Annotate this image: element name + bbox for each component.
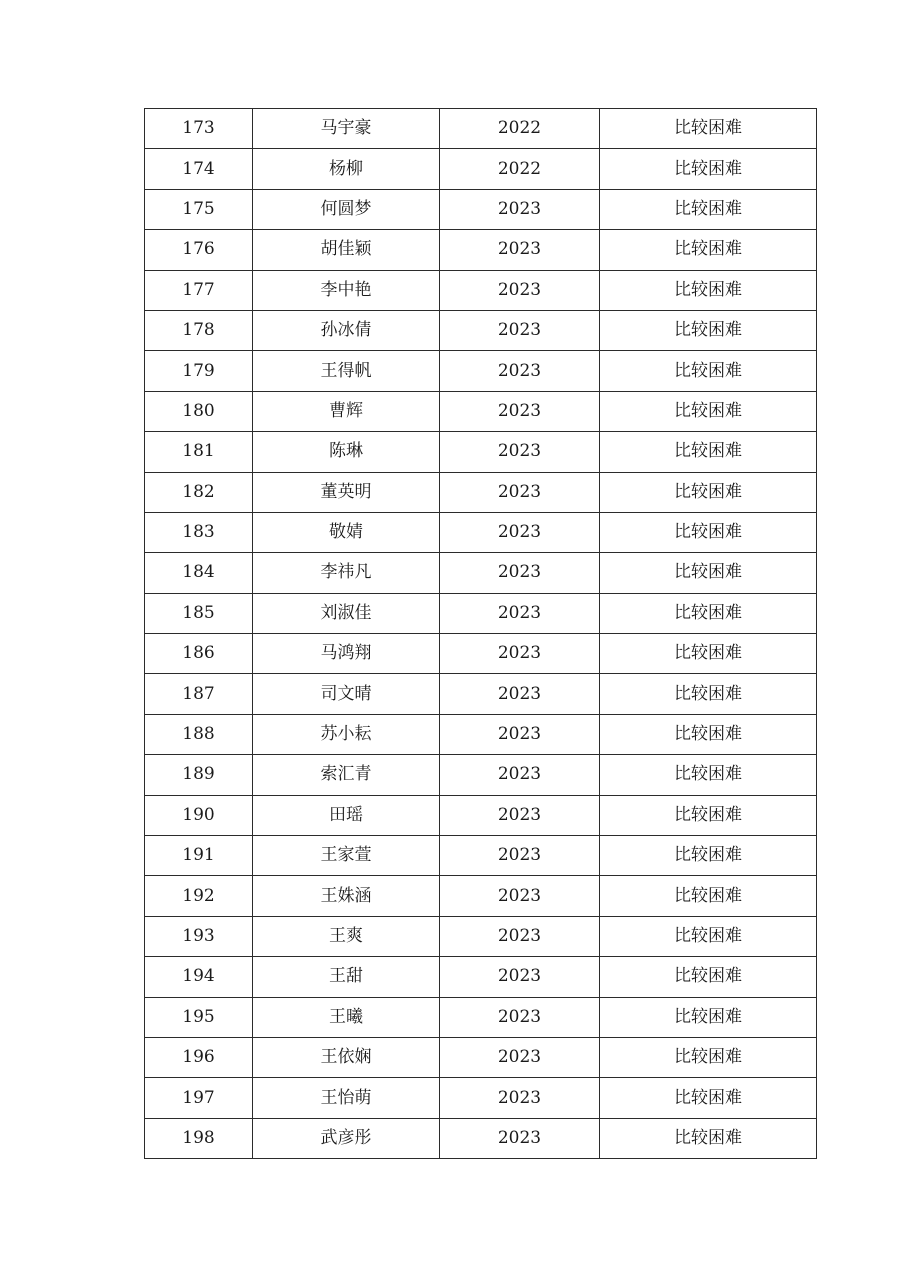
difficulty-level: 比较困难 [600, 310, 817, 350]
student-name: 武彦彤 [253, 1118, 440, 1158]
row-number: 195 [145, 997, 253, 1037]
grade-year: 2023 [440, 472, 600, 512]
student-name: 王依娴 [253, 1037, 440, 1077]
student-name: 李祎凡 [253, 553, 440, 593]
student-difficulty-table [144, 108, 817, 1159]
row-number: 197 [145, 1078, 253, 1118]
row-number: 189 [145, 755, 253, 795]
grade-year: 2023 [440, 876, 600, 916]
table-row [145, 755, 817, 795]
difficulty-level: 比较困难 [600, 1078, 817, 1118]
table-row [145, 916, 817, 956]
row-number: 193 [145, 916, 253, 956]
student-name: 刘淑佳 [253, 593, 440, 633]
student-name: 马宇豪 [253, 109, 440, 149]
grade-year: 2023 [440, 634, 600, 674]
table-row [145, 634, 817, 674]
grade-year: 2023 [440, 310, 600, 350]
student-name: 索汇青 [253, 755, 440, 795]
student-name: 王曦 [253, 997, 440, 1037]
row-number: 173 [145, 109, 253, 149]
difficulty-level: 比较困难 [600, 714, 817, 754]
grade-year: 2023 [440, 836, 600, 876]
student-name: 苏小耘 [253, 714, 440, 754]
table-row [145, 674, 817, 714]
student-name: 王姝涵 [253, 876, 440, 916]
student-name: 李中艳 [253, 270, 440, 310]
difficulty-level: 比较困难 [600, 795, 817, 835]
row-number: 179 [145, 351, 253, 391]
table-row [145, 149, 817, 189]
grade-year: 2022 [440, 109, 600, 149]
student-name: 王怡萌 [253, 1078, 440, 1118]
difficulty-level: 比较困难 [600, 755, 817, 795]
student-name: 胡佳颖 [253, 230, 440, 270]
table-row [145, 795, 817, 835]
grade-year: 2023 [440, 674, 600, 714]
difficulty-level: 比较困难 [600, 674, 817, 714]
grade-year: 2023 [440, 270, 600, 310]
row-number: 185 [145, 593, 253, 633]
row-number: 182 [145, 472, 253, 512]
table-row [145, 512, 817, 552]
row-number: 198 [145, 1118, 253, 1158]
difficulty-level: 比较困难 [600, 1118, 817, 1158]
grade-year: 2023 [440, 230, 600, 270]
grade-year: 2023 [440, 997, 600, 1037]
table-row [145, 109, 817, 149]
table-row [145, 391, 817, 431]
table-row [145, 1037, 817, 1077]
grade-year: 2023 [440, 391, 600, 431]
row-number: 183 [145, 512, 253, 552]
difficulty-level: 比较困难 [600, 432, 817, 472]
difficulty-level: 比较困难 [600, 997, 817, 1037]
table-row [145, 836, 817, 876]
student-name: 曹辉 [253, 391, 440, 431]
grade-year: 2023 [440, 1078, 600, 1118]
student-name: 敬婧 [253, 512, 440, 552]
grade-year: 2023 [440, 351, 600, 391]
difficulty-level: 比较困难 [600, 957, 817, 997]
grade-year: 2023 [440, 432, 600, 472]
row-number: 176 [145, 230, 253, 270]
grade-year: 2023 [440, 1118, 600, 1158]
difficulty-level: 比较困难 [600, 1037, 817, 1077]
student-name: 田瑶 [253, 795, 440, 835]
table-row [145, 351, 817, 391]
table-row [145, 876, 817, 916]
grade-year: 2023 [440, 714, 600, 754]
row-number: 180 [145, 391, 253, 431]
difficulty-level: 比较困难 [600, 270, 817, 310]
row-number: 188 [145, 714, 253, 754]
difficulty-level: 比较困难 [600, 553, 817, 593]
grade-year: 2023 [440, 593, 600, 633]
row-number: 181 [145, 432, 253, 472]
grade-year: 2023 [440, 553, 600, 593]
difficulty-level: 比较困难 [600, 836, 817, 876]
row-number: 190 [145, 795, 253, 835]
difficulty-level: 比较困难 [600, 472, 817, 512]
grade-year: 2023 [440, 916, 600, 956]
table-row [145, 957, 817, 997]
student-name: 马鸿翔 [253, 634, 440, 674]
grade-year: 2023 [440, 1037, 600, 1077]
table-row [145, 472, 817, 512]
row-number: 184 [145, 553, 253, 593]
row-number: 191 [145, 836, 253, 876]
table-row [145, 997, 817, 1037]
student-name: 孙冰倩 [253, 310, 440, 350]
student-name: 董英明 [253, 472, 440, 512]
student-name: 王爽 [253, 916, 440, 956]
difficulty-level: 比较困难 [600, 230, 817, 270]
row-number: 178 [145, 310, 253, 350]
difficulty-level: 比较困难 [600, 149, 817, 189]
difficulty-level: 比较困难 [600, 189, 817, 229]
difficulty-level: 比较困难 [600, 109, 817, 149]
table-row [145, 553, 817, 593]
grade-year: 2023 [440, 795, 600, 835]
student-name: 王得帆 [253, 351, 440, 391]
difficulty-level: 比较困难 [600, 512, 817, 552]
grade-year: 2023 [440, 755, 600, 795]
difficulty-level: 比较困难 [600, 391, 817, 431]
grade-year: 2023 [440, 189, 600, 229]
table-row [145, 593, 817, 633]
difficulty-level: 比较困难 [600, 634, 817, 674]
grade-year: 2022 [440, 149, 600, 189]
difficulty-level: 比较困难 [600, 351, 817, 391]
row-number: 194 [145, 957, 253, 997]
row-number: 174 [145, 149, 253, 189]
student-name: 王家萱 [253, 836, 440, 876]
grade-year: 2023 [440, 957, 600, 997]
student-name: 何圆梦 [253, 189, 440, 229]
table-row [145, 714, 817, 754]
student-name: 司文晴 [253, 674, 440, 714]
table-row [145, 310, 817, 350]
grade-year: 2023 [440, 512, 600, 552]
row-number: 186 [145, 634, 253, 674]
row-number: 192 [145, 876, 253, 916]
difficulty-level: 比较困难 [600, 593, 817, 633]
table-row [145, 230, 817, 270]
table-row [145, 432, 817, 472]
table-row [145, 1078, 817, 1118]
row-number: 177 [145, 270, 253, 310]
student-name: 王甜 [253, 957, 440, 997]
table-row [145, 270, 817, 310]
row-number: 196 [145, 1037, 253, 1077]
table-row [145, 189, 817, 229]
student-name: 陈琳 [253, 432, 440, 472]
row-number: 175 [145, 189, 253, 229]
row-number: 187 [145, 674, 253, 714]
table-body [145, 109, 817, 1159]
table-row [145, 1118, 817, 1158]
student-name: 杨柳 [253, 149, 440, 189]
difficulty-level: 比较困难 [600, 916, 817, 956]
difficulty-level: 比较困难 [600, 876, 817, 916]
